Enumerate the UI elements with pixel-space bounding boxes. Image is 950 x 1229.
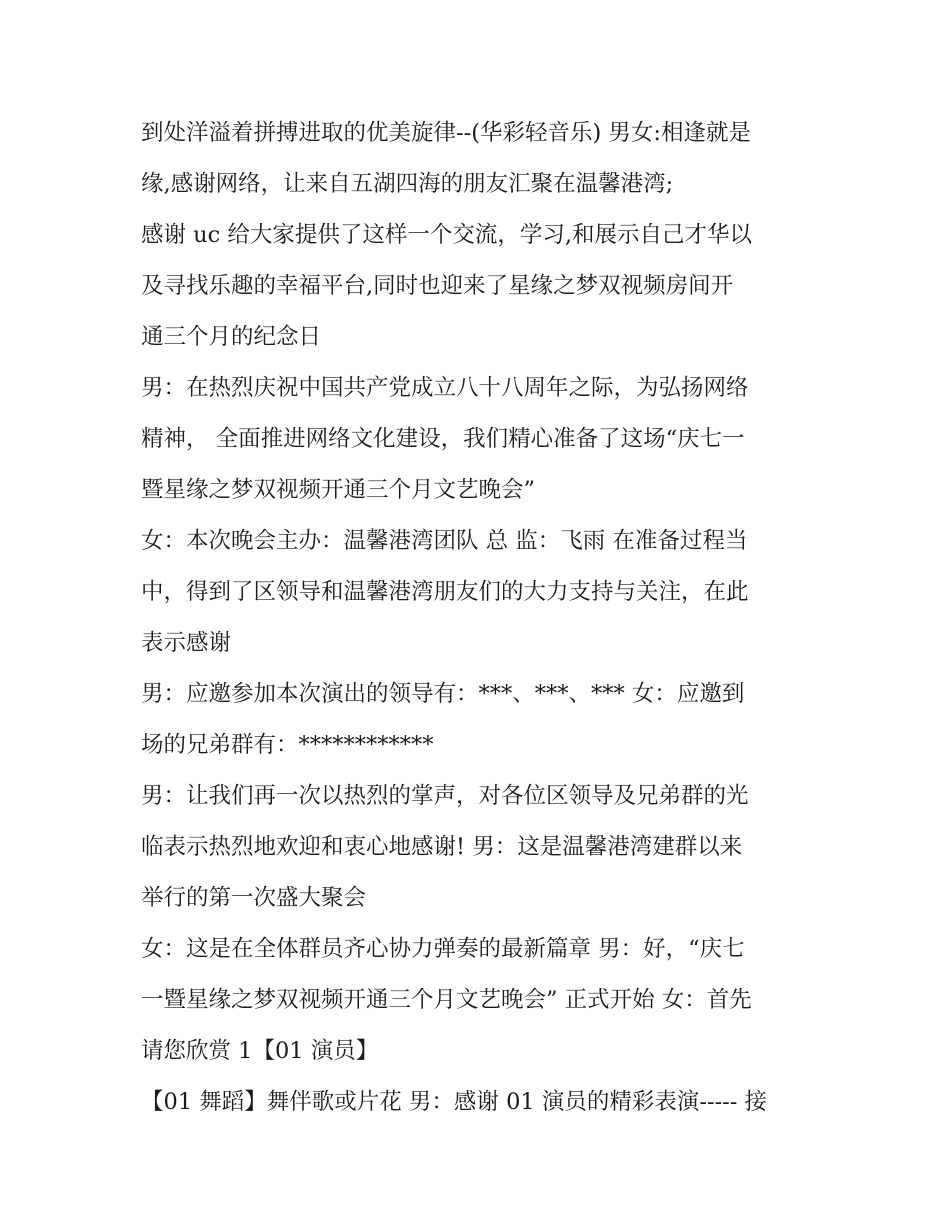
text-line: 举行的第一次盛大聚会 — [141, 885, 367, 911]
text-line: 表示感谢 — [141, 630, 232, 656]
text-line: 场的兄弟群有：************ — [141, 732, 434, 758]
text-line: 及寻找乐趣的幸福平台,同时也迎来了星缘之梦双视频房间开 — [141, 273, 734, 299]
text-line: 暨星缘之梦双视频开通三个月文艺晚会” — [141, 477, 536, 503]
text-line: 女：本次晚会主办：温馨港湾团队 总 监：飞雨 在准备过程当 — [141, 528, 748, 554]
text-line: 中，得到了区领导和温馨港湾朋友们的大力支持与关注，在此 — [141, 579, 749, 605]
text-line: 男：在热烈庆祝中国共产党成立八十八周年之际，为弘扬网络 — [141, 375, 749, 401]
text-line: 感谢 uc 给大家提供了这样一个交流，学习,和展示自己才华以 — [141, 222, 753, 248]
text-line: 男：让我们再一次以热烈的掌声，对各位区领导及兄弟群的光 — [141, 783, 749, 809]
text-line: 通三个月的纪念日 — [141, 324, 322, 350]
text-line: 男：应邀参加本次演出的领导有：***、***、*** 女：应邀到 — [141, 681, 745, 707]
text-line: 【01 舞蹈】舞伴歌或片花 男：感谢 01 演员的精彩表演----- 接 — [141, 1089, 768, 1115]
text-line: 精神， 全面推进网络文化建设，我们精心准备了这场“庆七一 — [141, 426, 745, 452]
text-line: 到处洋溢着拼搏进取的优美旋律--(华彩轻音乐) 男女:相逢就是 — [141, 120, 751, 146]
document-body — [141, 108, 831, 1128]
text-line: 临表示热烈地欢迎和衷心地感谢! 男：这是温馨港湾建群以来 — [141, 834, 743, 860]
text-line: 请您欣赏 1【01 演员】 — [141, 1038, 379, 1064]
text-line: 缘,感谢网络，让来自五湖四海的朋友汇聚在温馨港湾; — [141, 171, 674, 197]
text-line: 女：这是在全体群员齐心协力弹奏的最新篇章 男：好，“庆七 — [141, 936, 745, 962]
text-line: 一暨星缘之梦双视频开通三个月文艺晚会” 正式开始 女：首先 — [141, 987, 752, 1013]
